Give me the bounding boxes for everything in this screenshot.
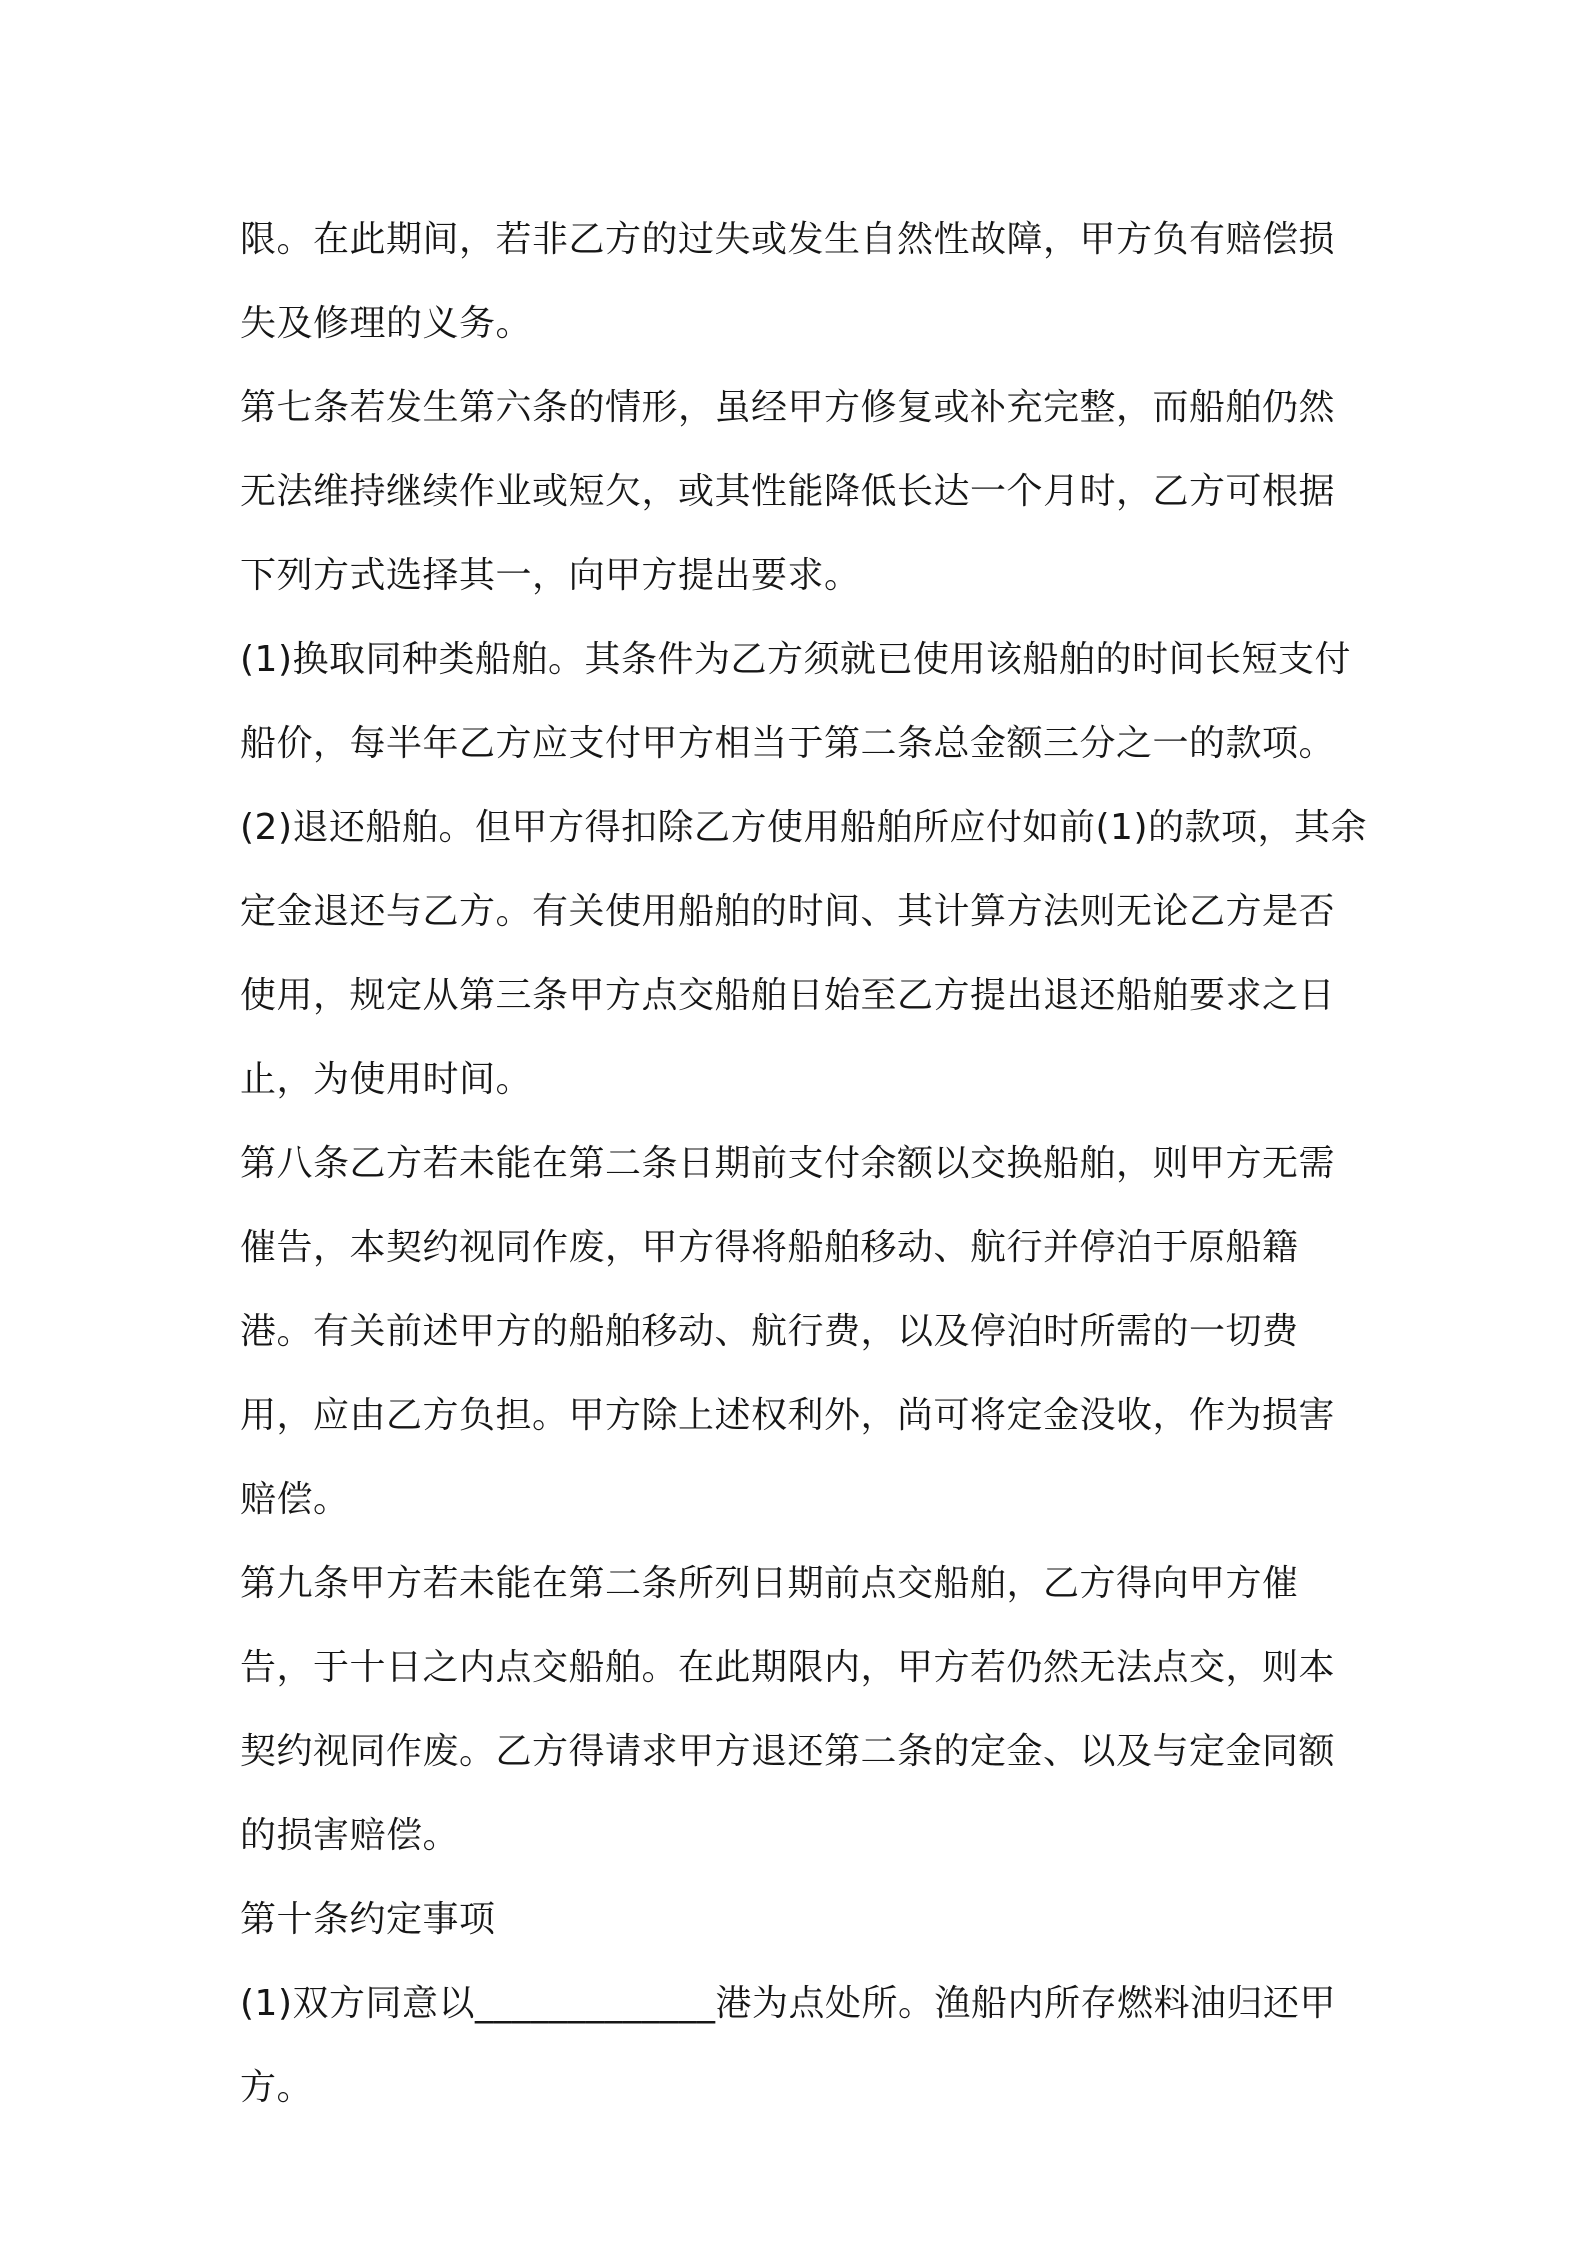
paragraph-article-10-item-1: (1)双方同意以_____________港为点处所。渔船内所存燃料油归还甲方。 bbox=[240, 1983, 1336, 2108]
paragraph-article-9: 第九条甲方若未能在第二条所列日期前点交船舶，乙方得向甲方催告，于十日之内点交船舶。在此期限内，甲方若仍然无法点交，则本契约视同作废。乙方得请求甲方退还第二条的定金、以及与定金同额的损害赔偿。 bbox=[240, 1563, 1336, 1856]
paragraph-article-7-option-1: (1)换取同种类船舶。其条件为乙方须就已使用该船舶的时间长短支付船价，每半年乙方应支付甲方相当于第二条总金额三分之一的款项。 bbox=[240, 639, 1351, 764]
paragraph-article-8: 第八条乙方若未能在第二条日期前支付余额以交换船舶，则甲方无需催告，本契约视同作废，甲方得将船舶移动、航行并停泊于原船籍港。有关前述甲方的船舶移动、航行费，以及停泊时所需的一切费用，应由乙方负担。甲方除上述权利外，尚可将定金没收，作为损害赔偿。 bbox=[240, 1143, 1336, 1520]
paragraph-article-10-heading: 第十条约定事项 bbox=[240, 1899, 496, 1940]
paragraph-article-7-option-2: (2)退还船舶。但甲方得扣除乙方使用船舶所应付如前(1)的款项，其余定金退还与乙方。有关使用船舶的时间、其计算方法则无论乙方是否使用，规定从第三条甲方点交船舶日始至乙方提出退还船舶要求之日止，为使用时间。 bbox=[240, 807, 1367, 1100]
paragraph-article-7: 第七条若发生第六条的情形，虽经甲方修复或补充完整，而船舶仍然无法维持继续作业或短欠，或其性能降低长达一个月时，乙方可根据下列方式选择其一，向甲方提出要求。 bbox=[240, 387, 1336, 596]
document-body bbox=[240, 198, 1370, 2130]
paragraph-continuation: 限。在此期间，若非乙方的过失或发生自然性故障，甲方负有赔偿损失及修理的义务。 bbox=[240, 219, 1336, 344]
